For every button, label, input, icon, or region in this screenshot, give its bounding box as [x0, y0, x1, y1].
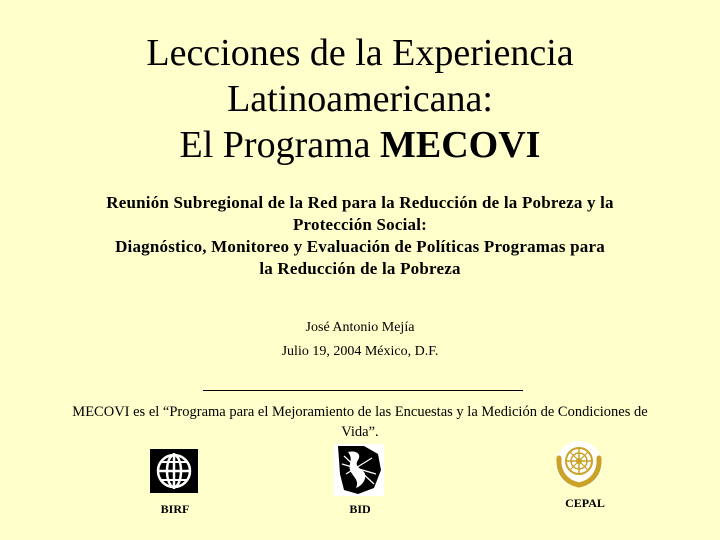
title-line-1: Lecciones de la Experiencia — [146, 32, 574, 74]
author-block — [0, 316, 720, 364]
globe-icon — [150, 449, 198, 493]
bid-label: BID — [349, 502, 371, 516]
idb-logo — [334, 444, 384, 496]
subtitle-line-3: Diagnóstico, Monitoreo y Evaluación de Políticas Programas para — [115, 237, 605, 256]
title-line-3 — [0, 122, 720, 168]
world-bank-logo — [150, 449, 198, 493]
title-line-3-prefix: El Programa — [179, 124, 371, 166]
birf-label: BIRF — [160, 502, 190, 516]
subtitle-line-4: la Reducción de la Pobreza — [259, 259, 461, 278]
program-description: MECOVI es el “Programa para el Mejoramiento de las Encuestas y la Medición de Condiciones de Vida”. — [72, 404, 648, 440]
meeting-subtitle — [40, 192, 680, 280]
author-date-place: Julio 19, 2004 México, D.F. — [281, 344, 439, 359]
un-emblem-logo — [555, 440, 603, 488]
cepal-label: CEPAL — [565, 496, 605, 510]
un-emblem-icon — [555, 440, 603, 488]
subtitle-line-1: Reunión Subregional de la Red para la Reducción de la Pobreza y la — [106, 193, 614, 212]
author-name: José Antonio Mejía — [305, 320, 415, 335]
americas-map-icon — [334, 444, 384, 496]
slide-title — [0, 30, 720, 168]
subtitle-line-2: Protección Social: — [292, 215, 428, 234]
title-line-2: Latinoamericana: — [227, 78, 493, 120]
title-program-name: MECOVI — [380, 124, 541, 166]
divider-line — [203, 390, 523, 391]
